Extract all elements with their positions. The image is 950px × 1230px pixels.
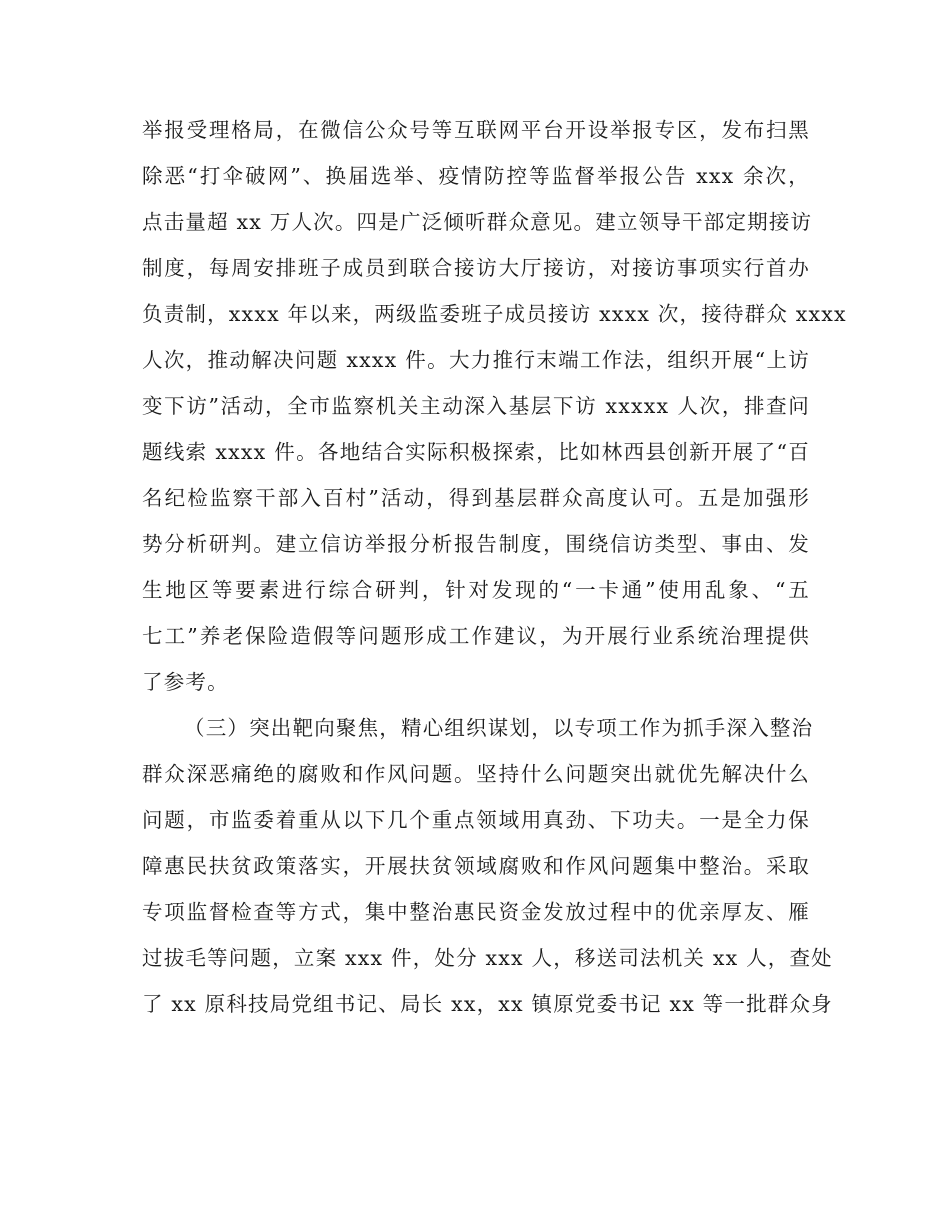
text-line: 变下访”活动，全市监察机关主动深入基层下访 xxxxx 人次，排查问 bbox=[142, 394, 810, 418]
text-line: 了参考。 bbox=[142, 670, 229, 694]
text-line: 问题，市监委着重从以下几个重点领域用真劲、下功夫。一是全力保 bbox=[142, 808, 810, 832]
text-line: 过拔毛等问题，立案 xxx 件，处分 xxx 人，移送司法机关 xx 人，查处 bbox=[142, 946, 833, 970]
text-line: 除恶“打伞破网”、换届选举、疫情防控等监督举报公告 xxx 余次， bbox=[142, 164, 810, 188]
paragraph-2 bbox=[142, 705, 833, 1027]
paragraph-1 bbox=[142, 107, 847, 705]
text-line: 生地区等要素进行综合研判，针对发现的“一卡通”使用乱象、“五 bbox=[142, 578, 810, 602]
text-line: 举报受理格局，在微信公众号等互联网平台开设举报专区，发布扫黑 bbox=[142, 118, 810, 142]
text-line: 专项监督检查等方式，集中整治惠民资金发放过程中的优亲厚友、雁 bbox=[142, 900, 810, 924]
text-line: 势分析研判。建立信访举报分析报告制度，围绕信访类型、事由、发 bbox=[142, 532, 810, 556]
section-heading-line: （三）突出靶向聚焦，精心组织谋划，以专项工作为抓手深入整治 bbox=[184, 716, 814, 740]
text-line: 题线索 xxxx 件。各地结合实际积极探索，比如林西县创新开展了“百 bbox=[142, 440, 810, 464]
text-line: 了 xx 原科技局党组书记、局长 xx，xx 镇原党委书记 xx 等一批群众身 bbox=[142, 992, 833, 1016]
text-line: 障惠民扶贫政策落实，开展扶贫领域腐败和作风问题集中整治。采取 bbox=[142, 854, 810, 878]
text-line: 名纪检监察干部入百村”活动，得到基层群众高度认可。五是加强形 bbox=[142, 486, 810, 510]
text-line: 制度，每周安排班子成员到联合接访大厅接访，对接访事项实行首办 bbox=[142, 256, 810, 280]
text-line: 群众深恶痛绝的腐败和作风问题。坚持什么问题突出就优先解决什么 bbox=[142, 762, 810, 786]
text-line: 点击量超 xx 万人次。四是广泛倾听群众意见。建立领导干部定期接访 bbox=[142, 210, 813, 234]
text-line: 人次，推动解决问题 xxxx 件。大力推行末端工作法，组织开展“上访 bbox=[142, 348, 810, 372]
text-line: 七工”养老保险造假等问题形成工作建议，为开展行业系统治理提供 bbox=[142, 624, 810, 648]
document-body bbox=[142, 107, 847, 1027]
text-line: 负责制，xxxx 年以来，两级监委班子成员接访 xxxx 次，接待群众 xxxx bbox=[142, 302, 847, 326]
